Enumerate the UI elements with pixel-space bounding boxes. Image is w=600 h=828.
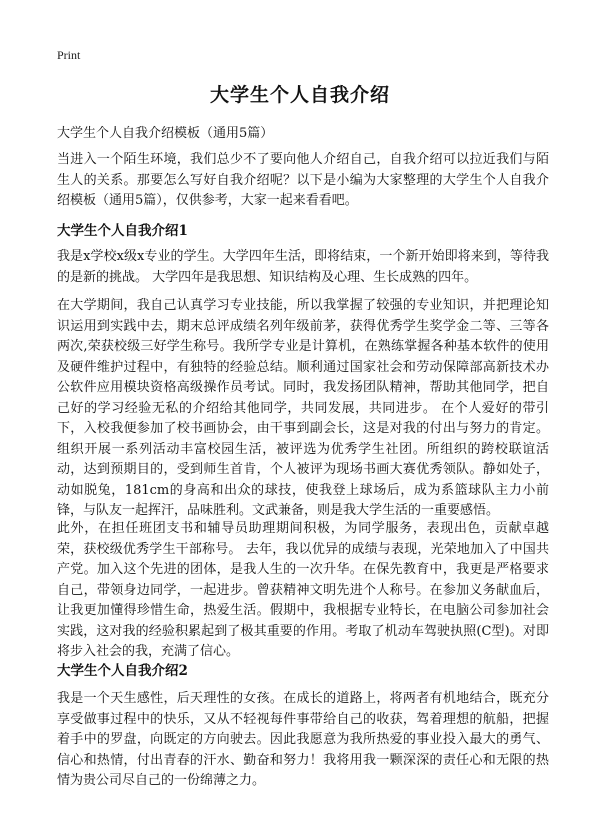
document-title: 大学生个人自我介绍 [209,84,390,106]
print-label[interactable]: Print [57,48,81,62]
section-1-paragraph-3: 此外，在担任班团支书和辅导员助理期间积极，为同学服务，表现出色，贡献卓越荣，获校级优秀学生干部称号。 去年，我以优异的成绩与表现，光荣地加入了中国共产党。加入这个先进的团体，是我人生的一次升华。在保先教育中，我更是严格要求自己，带领身边同学，一起进步。曾获精神文明先进个人称号。在参加义务献血后，让我更加懂得珍惜生命，热爱生活。假期中，我根据专业特长，在电脑公司参加社会实践，这对我的经验积累起到了极其重要的作用。考取了机动车驾驶执照(C型)。对即将步入社会的我，充满了信心。 [57,521,549,659]
document-subtitle: 大学生个人自我介绍模板（通用5篇） [57,126,274,141]
section-2-paragraph-1: 我是一个天生感性，后天理性的女孩。在成长的道路上，将两者有机地结合，既充分享受做事过程中的快乐，又从不轻视每件事带给自己的收获，驾着理想的航船，把握着手中的罗盘，向既定的方向驶去。因此我愿意为我所热爱的事业投入最大的勇气、信心和热情，付出青春的汗水、勤奋和努力！我将用我一颗深深的责任心和无限的热情为贵公司尽自己的一份绵薄之力。 [57,691,549,788]
intro-paragraph: 当进入一个陌生环境，我们总少不了要向他人介绍自己，自我介绍可以拉近我们与陌生人的关系。那要怎么写好自我介绍呢？以下是小编为大家整理的大学生个人自我介绍模板（通用5篇），仅供参考，大家一起来看看吧。 [57,152,549,208]
section-1-paragraph-1: 我是x学校x级x专业的学生。大学四年生活，即将结束，一个新开始即将来到，等待我的是新的挑战。 大学四年是我思想、知识结构及心理、生长成熟的四年。 [57,249,549,285]
section-heading-1: 大学生个人自我介绍1 [57,223,188,239]
section-heading-2: 大学生个人自我介绍2 [57,663,188,679]
section-1-paragraph-2: 在大学期间，我自己认真学习专业技能，所以我掌握了较强的专业知识，并把理论知识运用到实践中去，期末总评成绩名列年级前茅，获得优秀学生奖学金二等、三等各两次,荣获校级三好学生称号。我所学专业是计算机，在熟练掌握各种基本软件的使用及硬件维护过程中，有独特的经验总结。顺利通过国家社会和劳动保障部高新技术办公软件应用模块资格高级操作员考试。同时，我发扬团队精神，帮助其他同学，把自己好的学习经验无私的介绍给其他同学，共同发展，共同进步。 在个人爱好的带引下，入校我便参加了校书画协会，由干事到副会长，这是对我的付出与努力的肯定。组织开展一系列活动丰富校园生活，被评选为优秀学生社团。所组织的跨校联谊活动，达到预期目的，受到师生首肯，个人被评为现场书画大赛优秀领队。静如处子，动如脱兔，181cm的身高和出众的球技，使我登上球场后，成为系篮球队主力小前锋，与队友一起挥汗，品味胜利。文武兼备，则是我大学生活的一重要感悟。 [57,298,549,518]
